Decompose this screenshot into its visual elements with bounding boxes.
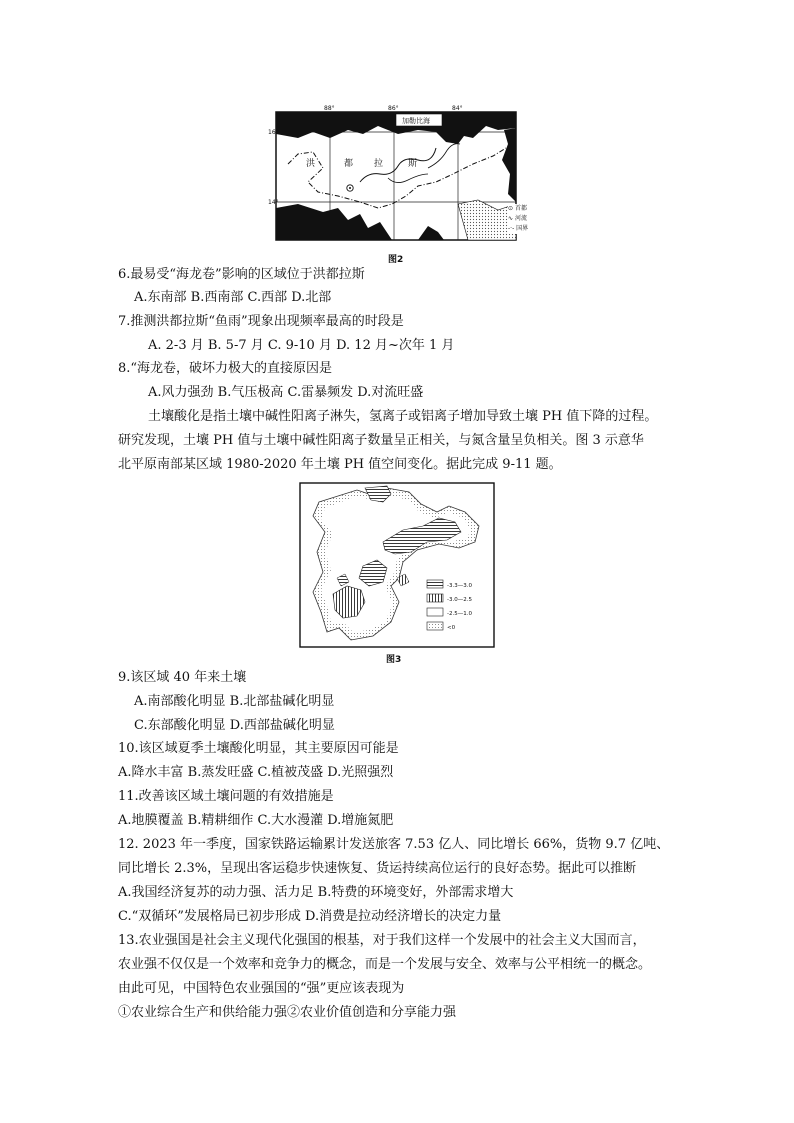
legend-label: <0 (447, 625, 456, 631)
question-12-line: 12. 2023 年一季度，国家铁路运输累计发送旅客 7.53 亿人、同比增长 66%，货物 9.7 亿吨、 (118, 837, 670, 852)
legend-item-border: -·- 国界 (508, 225, 529, 232)
honduras-map (268, 104, 534, 252)
figure-3-map (299, 482, 495, 648)
question-8-stem: 8.“海龙卷，破坏力极大的直接原因是 (118, 361, 333, 376)
passage-line: 北平原南部某区域 1980-2020 年土壤 PH 值空间变化。据此完成 9-11 题。 (118, 457, 562, 472)
question-13-options: ①农业综合生产和供给能力强②农业价值创造和分享能力强 (118, 1005, 457, 1020)
legend-label: -3.0—2.5 (447, 597, 472, 603)
question-9-options: A.南部酸化明显 B.北部盐碱化明显 (134, 694, 335, 709)
sea-label: 加勒比海 (402, 117, 430, 125)
question-9-stem: 9.该区域 40 年来土壤 (118, 670, 247, 685)
lat-label: 16° (268, 129, 279, 136)
question-9-options: C.东部酸化明显 D.西部盐碱化明显 (134, 718, 335, 733)
question-10-options: A.降水丰富 B.蒸发旺盛 C.植被茂盛 D.光照强烈 (118, 765, 394, 780)
river-icon: ∿ (508, 215, 514, 222)
figure-2-map (268, 104, 534, 252)
question-13-line: 由此可见，中国特色农业强国的“强”更应该表现为 (118, 981, 405, 996)
figure-3-caption: 图3 (386, 655, 402, 665)
legend-item-river: ∿ 河流 (508, 215, 527, 222)
question-6-options: A.东南部 B.西南部 C.西部 D.北部 (134, 290, 332, 305)
capital-icon: ⊙ (508, 205, 514, 212)
question-13-line: 农业强不仅仅是一个效率和竞争力的概念，而是一个发展与安全、效率与公平相统一的概念。 (118, 957, 652, 972)
passage-line: 研究发现，土壤 PH 值与土壤中碱性阳离子数量呈正相关，与氮含量呈负相关。图 3 示意华 (118, 433, 644, 448)
lon-label: 84° (452, 105, 463, 112)
question-7-options: A. 2-3 月 B. 5-7 月 C. 9-10 月 D. 12 月~次年 1 月 (148, 338, 455, 353)
passage-line: 土壤酸化是指土壤中碱性阳离子淋失，氢离子或铝离子增加导致土壤 PH 值下降的过程。 (148, 409, 658, 424)
question-12-options: A.我国经济复苏的动力强、活力足 B.特费的环境变好，外部需求增大 (118, 885, 514, 900)
legend-label: -3.3—3.0 (447, 583, 472, 589)
question-7-stem: 7.推测洪都拉斯“鱼雨”现象出现频率最高的时段是 (118, 314, 404, 329)
legend-label: -2.5—1.0 (447, 611, 472, 617)
lon-label: 88° (324, 105, 335, 112)
country-label-char: 斯 (408, 159, 418, 169)
lon-label: 86° (388, 105, 399, 112)
soil-ph-map (299, 482, 495, 648)
question-11-options: A.地膜覆盖 B.精耕细作 C.大水漫灌 D.增施氮肥 (118, 813, 394, 828)
question-11-stem: 11.改善该区域土壤问题的有效措施是 (118, 789, 334, 804)
country-label-char: 都 (344, 159, 354, 169)
figure-2-legend (508, 204, 548, 234)
figure-2-caption: 图2 (388, 255, 404, 265)
question-6-stem: 6.最易受“海龙卷”影响的区域位于洪都拉斯 (118, 267, 365, 282)
country-label-char: 拉 (374, 159, 384, 169)
question-12-options: C.“双循环”发展格局已初步形成 D.消费是拉动经济增长的决定力量 (118, 909, 502, 924)
question-12-line: 同比增长 2.3%，呈现出客运稳步快速恢复、货运持续高位运行的良好态势。据此可以推断 (118, 861, 637, 876)
question-13-line: 13.农业强国是社会主义现代化强国的根基，对于我们这样一个发展中的社会主义大国而言， (118, 933, 646, 948)
question-10-stem: 10.该区域夏季土壤酸化明显，其主要原因可能是 (118, 741, 399, 756)
country-label-char: 洪 (306, 159, 316, 169)
border-icon: -·- (508, 225, 515, 232)
question-8-options: A.风力强劲 B.气压极高 C.雷暴频发 D.对流旺盛 (148, 385, 424, 400)
lat-label: 14° (268, 199, 279, 206)
legend-item-capital: ⊙ 首都 (508, 205, 527, 212)
